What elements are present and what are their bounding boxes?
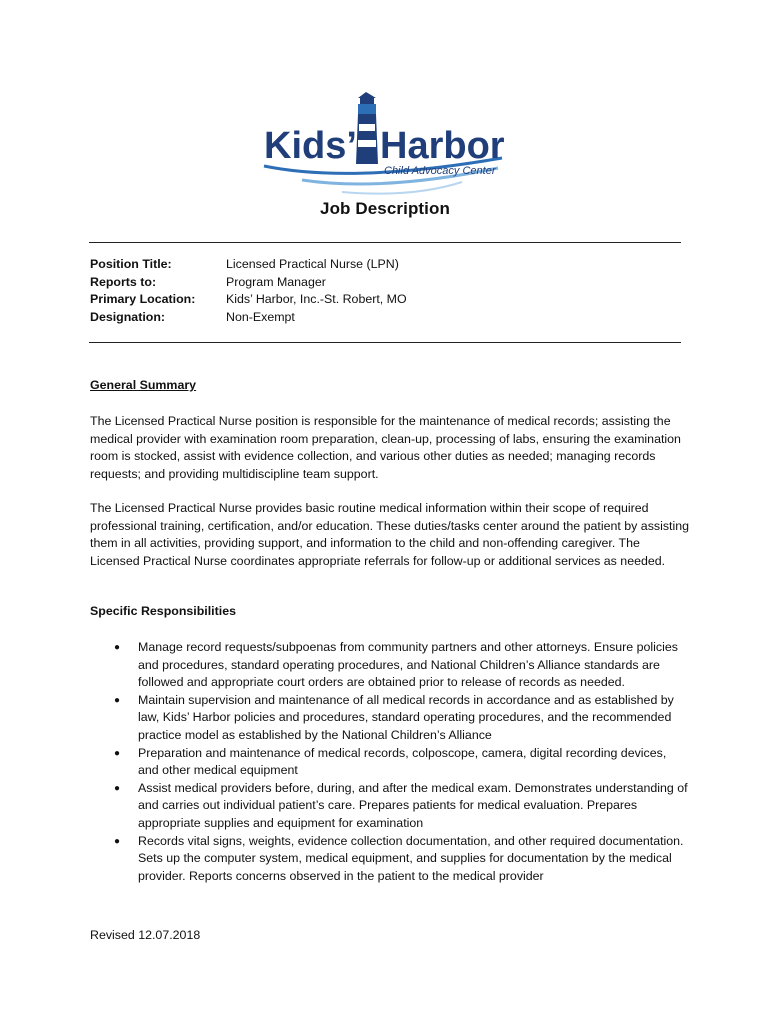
list-item (112, 780, 690, 833)
list-item-text: Manage record requests/subpoenas from community partners and other attorneys. Ensure policies and procedures, standard operating procedures, and National Children’s Alliance standards are followed and appropriate court orders are obtained prior to release of records as needed. (138, 640, 678, 690)
list-item (112, 745, 690, 780)
summary-paragraph-2: The Licensed Practical Nurse provides basic routine medical information within their scope of required professional training, certification, and/or education. These duties/tasks center around the patient by assisting them in all activities, providing support, and information to the child and non-offending caregiver. The Licensed Practical Nurse coordinates appropriate referrals for follow-up or additional services as needed. (90, 501, 690, 568)
info-value: Kids’ Harbor, Inc.-St. Robert, MO (226, 292, 407, 306)
info-label: Primary Location: (90, 292, 196, 306)
info-row-reports-to (90, 274, 407, 292)
kids-harbor-logo (262, 88, 514, 200)
info-row-position (90, 256, 407, 274)
svg-text:Kids’: Kids’ (264, 125, 357, 167)
divider-top (89, 242, 681, 243)
bullet-icon: ● (114, 782, 121, 794)
bullet-icon: ● (114, 694, 121, 706)
list-item-text: Maintain supervision and maintenance of all medical records in accordance and as established by law, Kids’ Harbor policies and procedures, standard operating procedures, and the recommended practice model as established by the National Children’s Alliance (138, 692, 674, 742)
position-info (90, 256, 407, 326)
list-item (112, 692, 690, 745)
info-value: Program Manager (226, 274, 326, 289)
info-value: Licensed Practical Nurse (LPN) (226, 257, 399, 271)
divider-bottom (89, 342, 681, 343)
info-label: Position Title: (90, 257, 172, 271)
specific-responsibilities-heading: Specific Responsibilities (90, 604, 236, 618)
svg-text:Harbor: Harbor (380, 125, 505, 167)
bullet-icon: ● (114, 747, 121, 759)
info-label: Designation: (90, 309, 166, 324)
lighthouse-logo-icon (262, 88, 514, 200)
info-row-location (90, 291, 407, 309)
svg-text:Child Advocacy Center: Child Advocacy Center (384, 165, 496, 177)
summary-paragraph-1: The Licensed Practical Nurse position is responsible for the maintenance of medical records; assisting the medical provider with examination room preparation, clean-up, processing of labs, ensuring the examination room is stocked, assist with evidence collection, and various other duties as needed; managing records requests; and providing multidiscipline team support. (90, 414, 681, 481)
list-item-text: Assist medical providers before, during, and after the medical exam. Demonstrates understanding of and carries out individual patient’s care. Prepares patients for medical evaluation. Prepares appropriate supplies and equipment for examination (138, 780, 688, 830)
revision-date: Revised 12.07.2018 (90, 928, 201, 942)
page-title: Job Description (320, 199, 450, 218)
responsibilities-list (112, 639, 690, 885)
info-row-designation (90, 309, 407, 327)
bullet-icon: ● (114, 835, 121, 847)
list-item-text: Preparation and maintenance of medical records, colposcope, camera, digital recording devices, and other medical equipment (138, 745, 667, 778)
list-item-text: Records vital signs, weights, evidence collection documentation, and other required documentation. Sets up the computer system, medical equipment, and supplies for documentation by the medical provider. Reports concerns observed in the patient to the medical provider (138, 833, 684, 883)
bullet-icon: ● (114, 642, 121, 653)
info-label: Reports to: (90, 274, 157, 289)
list-item (112, 833, 690, 886)
list-item (112, 639, 690, 692)
general-summary-heading: General Summary (90, 378, 197, 392)
info-value: Non-Exempt (226, 309, 295, 324)
